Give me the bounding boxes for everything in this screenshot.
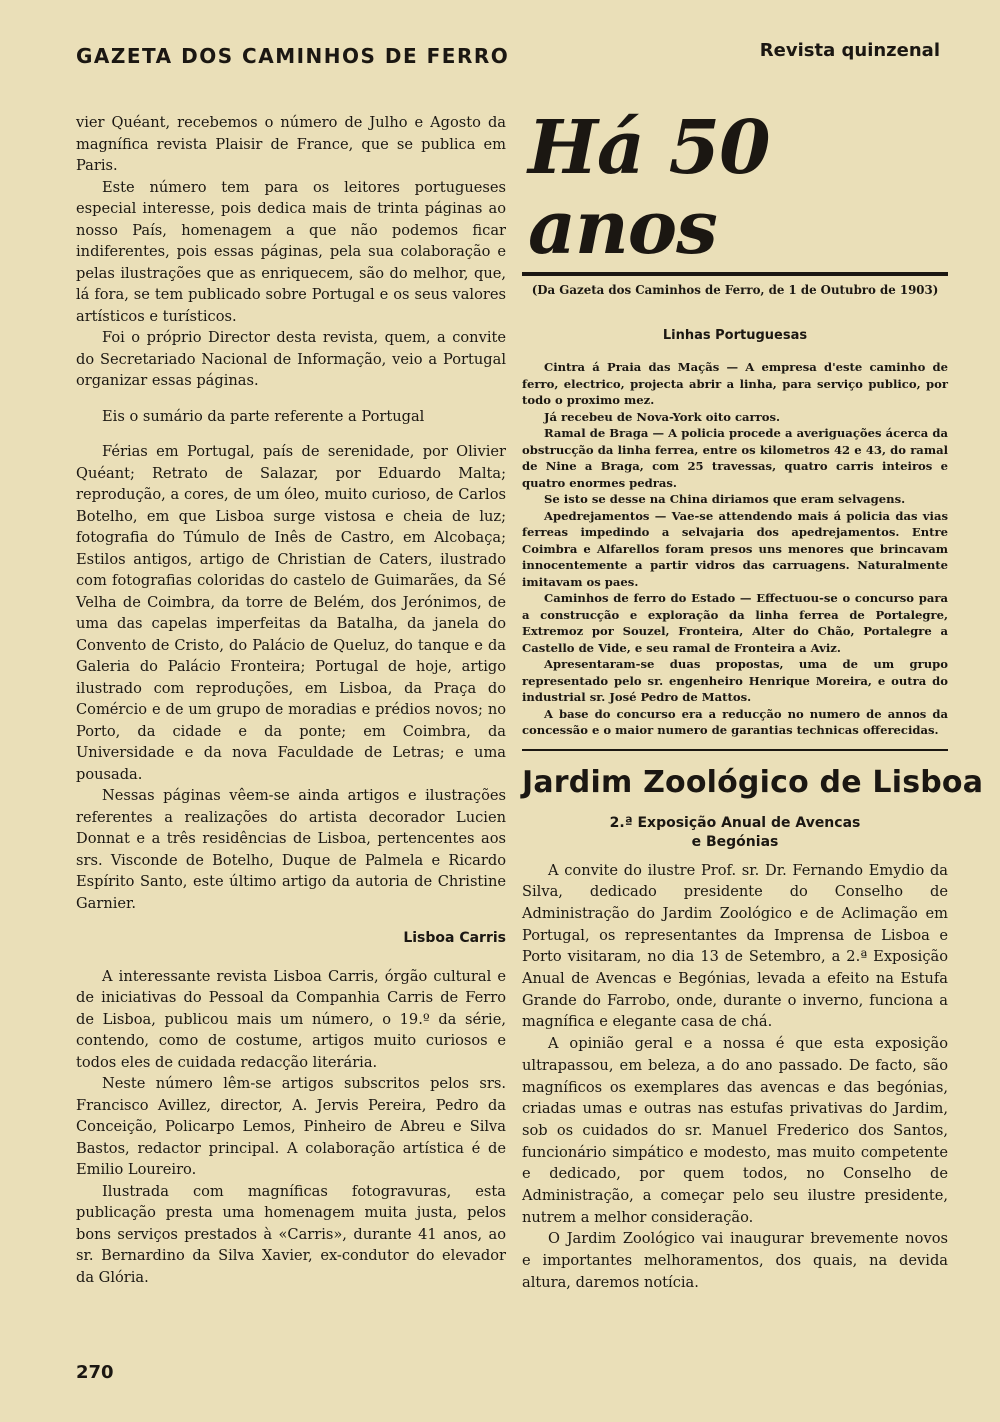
news-item: Caminhos de ferro do Estado — Effectuou-se o concurso para a construcção e exploração da linha ferrea de Portalegre, Extremoz por Souzel, Fronteira, Alter do Chão, Portalegre a Castello de Vide, e seu ramal de Fronteira a Aviz. [522,591,948,655]
subsection-heading: Linhas Portuguesas [662,328,808,343]
publication-frequency: Revista quinzenal [759,40,940,61]
paragraph: vier Quéant, recebemos o número de Julho e Agosto da magnífica revista Plaisir de France, que se publica em Paris. [76,114,506,174]
publication-title: GAZETA DOS CAMINHOS DE FERRO [76,44,510,68]
paragraph: Nessas páginas vêem-se ainda artigos e ilustrações referentes a realizações do artista decorador Lucien Donnat e a três residências de Lisboa, pertencentes aos srs. Visconde de Botelho, Duque de Palmela e Ricardo Espírito Santo, este último artigo da autoria de Christine Garnier. [76,787,506,912]
paragraph: A opinião geral e a nossa é que esta exposição ultrapassou, em beleza, a do ano passado. De facto, são magníficos os exemplares das avencas e das begónias, criadas umas e outras nas estufas privativas do Jardim, sob os cuidados do sr. Manuel Frederico dos Santos, funcionário simpático e modesto, mas muito competente e dedicado, por quem todos, no Conselho de Administração, a começar pelo seu ilustre presidente, nutrem a melhor consideração. [522,1035,948,1226]
news-items [522,359,948,739]
paragraph: Foi o próprio Director desta revista, quem, a convite do Secretariado Nacional de Informação, veio a Portugal organizar essas páginas. [76,329,506,389]
news-item: Apresentaram-se duas propostas, uma de um grupo representado pelo sr. engenheiro Henrique Moreira, e outra do industrial sr. José Pedro de Mattos. [522,657,948,704]
paragraph: A interessante revista Lisboa Carris, órgão cultural e de iniciativas do Pessoal da Companhia Carris de Ferro de Lisboa, publicou mais um número, o 19.º da série, contendo, como de costume, artigos muito curiosos e todos eles de cuidada redacção literária. [76,967,506,1071]
paragraph: A convite do ilustre Prof. sr. Dr. Fernando Emydio da Silva, dedicado presidente do Conselho de Administração do Jardim Zoológico e de Aclimação em Portugal, os representantes da Imprensa de Lisboa e Porto visitaram, no dia 13 de Setembro, a 2.ª Exposição Anual de Avencas e Begónias, levada a efeito na Estufa Grande do Farrobo, onde, durante o inverno, funciona a magnífica e elegante casa de chá. [522,861,948,1031]
news-item: Apedrejamentos — Vae-se attendendo mais á policia das vias ferreas impedindo a selvajaria dos apedrejamentos. Entre Coimbra e Alfarellos foram presos uns menores que brincavam innocentemente a partir vidros das carruagens. Naturalmente imitavam os paes. [522,508,948,589]
section-title: Jardim Zoológico de Lisboa [522,764,984,800]
paragraph: Este número tem para os leitores portugueses especial interesse, pois dedica mais de trinta páginas ao nosso País, homenagem a que não podemos ficar indiferentes, pois essas páginas, pela sua colaboração e pelas ilustrações que as enriquecem, são do melhor, que, lá fora, se tem publicado sobre Portugal e os seus valores artísticos e turísticos. [76,178,506,325]
page-number: 270 [76,1362,114,1383]
news-item: Ramal de Braga — A policia procede a averiguações ácerca da obstrucção da linha ferrea, entre os kilometros 42 e 43, do ramal de Nine a Braga, com 25 travessas, quatro carris inteiros e quatro enormes pedras. [522,426,948,490]
news-item: Cintra á Praia das Maçãs — A empresa d'este caminho de ferro, electrico, projecta abrir a linha, para serviço publico, por todo o proximo mez. [522,360,948,407]
paragraph: Eis o sumário da parte referente a Portugal [102,407,425,425]
paragraph: O Jardim Zoológico vai inaugurar brevemente novos e importantes melhoramentos, dos quais, na devida altura, daremos notícia. [522,1230,948,1291]
paragraph: Neste número lêm-se artigos subscritos pelos srs. Francisco Avillez, director, A. Jervis Pereira, Pedro da Conceição, Policarpo Lemos, Pinheiro de Abreu e Silva Bastos, redactor principal. A colaboração artística é de Emilio Loureiro. [76,1075,506,1178]
divider [522,749,948,751]
news-item: A base do concurso era a reducção no numero de annos da concessão e o maior numero de garantias technicas offerecidas. [522,706,948,737]
news-item: Se isto se desse na China diriamos que eram selvagens. [544,492,906,506]
right-column [522,105,984,1294]
section-heading: Lisboa Carris [403,930,506,946]
feature-title: Há 50 anos [528,105,770,271]
source-note: (Da Gazeta dos Caminhos de Ferro, de 1 de Outubro de 1903) [531,283,939,297]
section-subtitle-line: 2.ª Exposição Anual de Avencas [609,814,861,831]
paragraph: Férias em Portugal, país de serenidade, por Olivier Quéant; Retrato de Salazar, por Eduardo Malta; reprodução, a cores, de um óleo, muito curioso, de Carlos Botelho, em que Lisboa surge vistosa e cheia de luz; fotografia do Túmulo de Inês de Castro, em Alcobaça; Estilos antigos, artigo de Christian de Caters, ilustrado com fotografias coloridas do castelo de Guimarães, da Sé Velha de Coimbra, da torre de Belém, dos Jerónimos, de uma das capelas imperfeitas da Batalha, da janela do Convento de Cristo, do Palácio de Queluz, do tanque e da Galeria do Palácio Fronteira; Portugal de hoje, artigo ilustrado com reproduções, em Lisboa, da Praça do Comércio e de um grupo de moradias e prédios novos; no Porto, da cidade e da ponte; em Coimbra, da Universidade e da nova Faculdade de Letras; e uma pousada. [76,443,506,783]
article-body [522,860,948,1294]
section-subtitle-line: e Begónias [691,833,779,850]
left-column [76,112,506,1288]
divider [522,272,948,276]
section-subtitle [522,814,948,852]
news-item: Já recebeu de Nova-York oito carros. [544,409,781,424]
paragraph: Ilustrada com magníficas fotogravuras, esta publicação presta uma homenagem muita justa, pelos bons serviços prestados à «Carris», durante 41 anos, ao sr. Bernardino da Silva Xavier, ex-condutor do elevador da Glória. [76,1182,506,1286]
